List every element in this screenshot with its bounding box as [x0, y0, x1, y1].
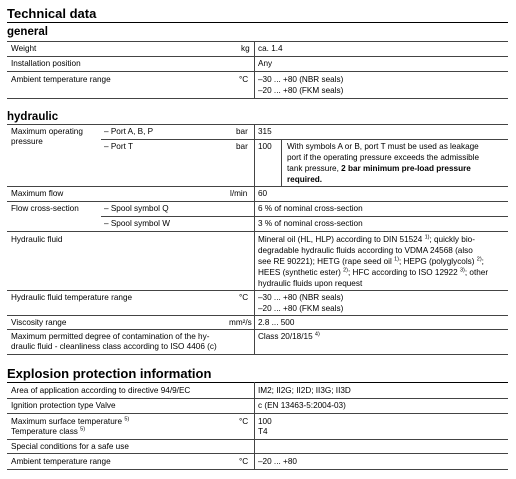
- fluid-temp-nbr: –30 ... +80 (NBR seals): [258, 293, 344, 302]
- ex-ambient-label: Ambient temperature range: [11, 457, 111, 466]
- max-flow-label: Maximum flow: [11, 189, 64, 198]
- fluid-temp-fkm: –20 ... +80 (FKM seals): [258, 304, 344, 313]
- weight-value: ca. 1.4: [258, 44, 283, 53]
- area-label: Area of application according to directive 94/9/EC: [11, 386, 191, 395]
- port-t-value: 100: [258, 142, 272, 151]
- fluid-line-1: Mineral oil (HL, HLP) according to DIN 51524 $^{1)}$; quickly bio-: [258, 234, 475, 244]
- viscosity-value: 2.8 ... 500: [258, 318, 295, 327]
- divider: [7, 469, 508, 470]
- divider: [7, 453, 508, 454]
- fluid-temp-label: Hydraulic fluid temperature range: [11, 293, 133, 302]
- ex-ambient-unit: °C: [239, 457, 249, 466]
- port-t-note-1: With symbols A or B, port T must be used as leakage: [287, 142, 479, 151]
- divider: [7, 315, 508, 316]
- spool-w-value: 3 % of nominal cross-section: [258, 219, 363, 228]
- divider: [7, 201, 508, 202]
- divider: [7, 186, 508, 187]
- hydraulic-heading: hydraulic: [7, 111, 59, 123]
- installation-label: Installation position: [11, 59, 81, 68]
- column-divider: [254, 124, 255, 354]
- surface-temp-unit: °C: [239, 417, 249, 426]
- column-divider: [281, 139, 282, 186]
- column-divider: [254, 382, 255, 469]
- port-t-note-2: port if the operating pressure exceeds the admissible: [287, 153, 480, 162]
- fluid-line-4: HEES (synthetic ester) $^{2)}$; HFC according to ISO 12922 $^{3)}$; other: [258, 267, 489, 277]
- contamination-label-1: Maximum permitted degree of contamination of the hy-: [11, 332, 210, 341]
- max-pressure-label-1: Maximum operating: [11, 127, 83, 136]
- general-heading: general: [7, 26, 48, 38]
- explosion-heading: Explosion protection information: [7, 366, 212, 381]
- divider: [7, 56, 508, 57]
- fluid-temp-unit: °C: [239, 293, 249, 302]
- page-title: Technical data: [7, 6, 97, 21]
- contamination-value: Class 20/18/15 $^{4)}$: [258, 331, 320, 341]
- divider: [7, 329, 508, 330]
- spool-q-label: – Spool symbol Q: [104, 204, 169, 213]
- special-conditions-label: Special conditions for a safe use: [11, 442, 129, 451]
- divider: [7, 124, 508, 125]
- port-abp-value: 315: [258, 127, 272, 136]
- surface-temp-label: Maximum surface temperature $^{5)}$: [11, 416, 130, 426]
- ambient-label: Ambient temperature range: [11, 75, 111, 84]
- max-flow-value: 60: [258, 189, 268, 198]
- divider: [7, 398, 508, 399]
- port-t-unit: bar: [236, 142, 248, 151]
- installation-value: Any: [258, 59, 273, 68]
- port-t-label: – Port T: [104, 142, 133, 151]
- fluid-line-3: see RE 90221); HETG (rape seed oil $^{1)}$; HEPG (polyglycols) $^{2)}$;: [258, 256, 484, 266]
- divider: [7, 98, 508, 99]
- flow-cross-label: Flow cross-section: [11, 204, 79, 213]
- ignition-label: Ignition protection type Valve: [11, 401, 116, 410]
- ignition-value: c (EN 13463-5:2004-03): [258, 401, 346, 410]
- port-t-note-3: tank pressure, 2 bar minimum pre-load pressure: [287, 164, 471, 173]
- port-abp-label: – Port A, B, P: [104, 127, 154, 136]
- ambient-unit: °C: [239, 75, 249, 84]
- contamination-label-2: draulic fluid - cleanliness class according to ISO 4406 (c): [11, 342, 217, 351]
- weight-unit: kg: [241, 44, 250, 53]
- max-pressure-label-2: pressure: [11, 137, 43, 146]
- temp-class-value: T4: [258, 427, 268, 436]
- spool-w-label: – Spool symbol W: [104, 219, 170, 228]
- temp-class-label: Temperature class $^{5)}$: [11, 426, 86, 436]
- divider: [7, 290, 508, 291]
- ambient-value-nbr: –30 ... +80 (NBR seals): [258, 75, 344, 84]
- viscosity-unit: mm²/s: [229, 318, 252, 327]
- weight-label: Weight: [11, 44, 37, 53]
- surface-temp-value: 100: [258, 417, 272, 426]
- fluid-label: Hydraulic fluid: [11, 235, 63, 244]
- ex-ambient-value: –20 ... +80: [258, 457, 297, 466]
- area-value: IM2; II2G; II2D; II3G; II3D: [258, 386, 351, 395]
- ambient-value-fkm: –20 ... +80 (FKM seals): [258, 86, 344, 95]
- max-flow-unit: l/min: [230, 189, 248, 198]
- divider: [7, 41, 508, 42]
- divider: [7, 231, 508, 232]
- divider: [7, 71, 508, 72]
- divider: [7, 439, 508, 440]
- divider: [7, 354, 508, 355]
- explosion-rule: [7, 382, 508, 383]
- divider: [101, 139, 508, 140]
- viscosity-label: Viscosity range: [11, 318, 67, 327]
- spool-q-value: 6 % of nominal cross-section: [258, 204, 363, 213]
- column-divider: [254, 41, 255, 98]
- port-t-note-4: required.: [287, 175, 323, 184]
- title-rule: [7, 22, 508, 23]
- fluid-line-5: hydraulic fluids upon request: [258, 279, 363, 288]
- fluid-line-2: degradable hydraulic fluids according to VDMA 24568 (also: [258, 246, 473, 255]
- divider: [101, 216, 508, 217]
- divider: [7, 413, 508, 414]
- port-abp-unit: bar: [236, 127, 248, 136]
